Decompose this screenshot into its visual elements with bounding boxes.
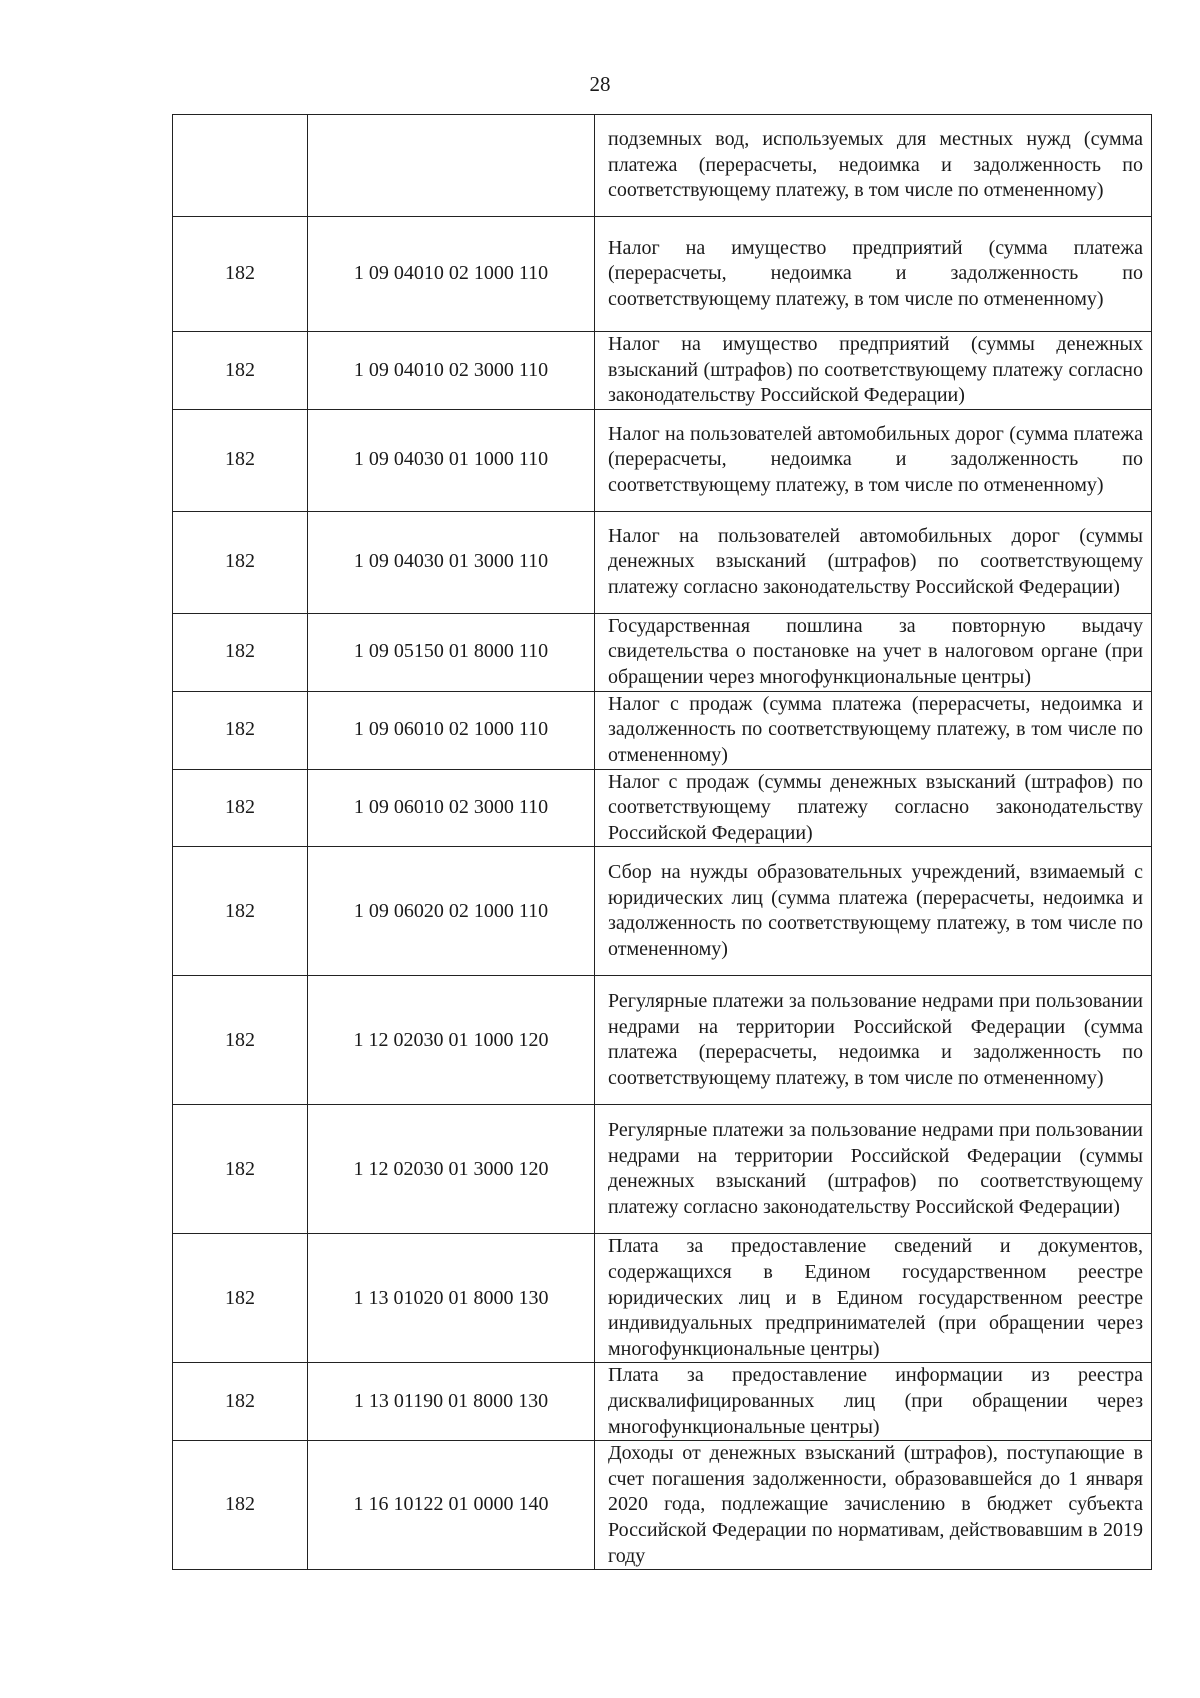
- description-cell: Доходы от денежных взысканий (штрафов), поступающие в счет погашения задолженности, образовавшейся до 1 января 2020 года, подлежащие зачислению в бюджет субъекта Российской Федерации по нормативам, действовавшим в 2019 году: [595, 1441, 1152, 1570]
- budget-code-cell: 1 09 04030 01 1000 110: [308, 409, 595, 511]
- budget-code-cell: 1 12 02030 01 1000 120: [308, 976, 595, 1105]
- table-row: [173, 409, 1152, 511]
- description-cell: Налог с продаж (сумма платежа (перерасчеты, недоимка и задолженность по соответствующему платежу, в том числе по отмененному): [595, 691, 1152, 769]
- budget-code-cell: 1 09 06020 02 1000 110: [308, 847, 595, 976]
- table-row: [173, 1234, 1152, 1363]
- budget-code-cell: [308, 115, 595, 217]
- admin-code-cell: 182: [173, 217, 308, 332]
- table-row: [173, 976, 1152, 1105]
- admin-code-cell: 182: [173, 511, 308, 613]
- budget-code-cell: 1 09 04010 02 1000 110: [308, 217, 595, 332]
- description-cell: Плата за предоставление информации из реестра дисквалифицированных лиц (при обращении через многофункциональные центры): [595, 1363, 1152, 1441]
- admin-code-cell: [173, 115, 308, 217]
- budget-code-cell: 1 09 06010 02 3000 110: [308, 769, 595, 847]
- admin-code-cell: 182: [173, 847, 308, 976]
- description-cell: Плата за предоставление сведений и документов, содержащихся в Едином государственном реестре юридических лиц и в Едином государственном реестре индивидуальных предпринимателей (при обращении через многофункциональные центры): [595, 1234, 1152, 1363]
- description-cell: Налог на имущество предприятий (сумма платежа (перерасчеты, недоимка и задолженность по соответствующему платежу, в том числе по отмененному): [595, 217, 1152, 332]
- table-row: [173, 1363, 1152, 1441]
- budget-code-cell: 1 12 02030 01 3000 120: [308, 1105, 595, 1234]
- table-row: [173, 847, 1152, 976]
- description-cell: Регулярные платежи за пользование недрами при пользовании недрами на территории Российской Федерации (сумма платежа (перерасчеты, недоимка и задолженность по соответствующему платежу, в том числе по отмененному): [595, 976, 1152, 1105]
- table-row: [173, 613, 1152, 691]
- admin-code-cell: 182: [173, 1234, 308, 1363]
- description-cell: Налог на пользователей автомобильных дорог (суммы денежных взысканий (штрафов) по соответствующему платежу согласно законодательству Российской Федерации): [595, 511, 1152, 613]
- budget-classification-table: [172, 114, 1152, 1570]
- table-row: [173, 511, 1152, 613]
- description-cell: Государственная пошлина за повторную выдачу свидетельства о постановке на учет в налоговом органе (при обращении через многофункциональные центры): [595, 613, 1152, 691]
- admin-code-cell: 182: [173, 769, 308, 847]
- page-number: 28: [589, 72, 611, 96]
- table-row: [173, 769, 1152, 847]
- description-cell: Регулярные платежи за пользование недрами при пользовании недрами на территории Российской Федерации (суммы денежных взысканий (штрафов) по соответствующему платежу согласно законодательству Российской Федерации): [595, 1105, 1152, 1234]
- admin-code-cell: 182: [173, 691, 308, 769]
- budget-code-cell: 1 13 01190 01 8000 130: [308, 1363, 595, 1441]
- budget-code-cell: 1 09 05150 01 8000 110: [308, 613, 595, 691]
- table-row: [173, 1105, 1152, 1234]
- budget-code-cell: 1 09 04030 01 3000 110: [308, 511, 595, 613]
- budget-code-cell: 1 09 06010 02 1000 110: [308, 691, 595, 769]
- admin-code-cell: 182: [173, 409, 308, 511]
- table-row: [173, 691, 1152, 769]
- table-row: [173, 1441, 1152, 1570]
- description-cell: подземных вод, используемых для местных нужд (сумма платежа (перерасчеты, недоимка и задолженность по соответствующему платежу, в том числе по отмененному): [595, 115, 1152, 217]
- description-cell: Налог на пользователей автомобильных дорог (сумма платежа (перерасчеты, недоимка и задолженность по соответствующему платежу, в том числе по отмененному): [595, 409, 1152, 511]
- budget-code-cell: 1 13 01020 01 8000 130: [308, 1234, 595, 1363]
- table-row: [173, 217, 1152, 332]
- description-cell: Сбор на нужды образовательных учреждений, взимаемый с юридических лиц (сумма платежа (перерасчеты, недоимка и задолженность по соответствующему платежу, в том числе по отмененному): [595, 847, 1152, 976]
- admin-code-cell: 182: [173, 1363, 308, 1441]
- admin-code-cell: 182: [173, 613, 308, 691]
- admin-code-cell: 182: [173, 1441, 308, 1570]
- admin-code-cell: 182: [173, 976, 308, 1105]
- admin-code-cell: 182: [173, 1105, 308, 1234]
- table-row: [173, 332, 1152, 410]
- admin-code-cell: 182: [173, 332, 308, 410]
- budget-code-cell: 1 09 04010 02 3000 110: [308, 332, 595, 410]
- table-row: [173, 115, 1152, 217]
- description-cell: Налог на имущество предприятий (суммы денежных взысканий (штрафов) по соответствующему платежу согласно законодательству Российской Федерации): [595, 332, 1152, 410]
- description-cell: Налог с продаж (суммы денежных взысканий (штрафов) по соответствующему платежу согласно законодательству Российской Федерации): [595, 769, 1152, 847]
- budget-code-cell: 1 16 10122 01 0000 140: [308, 1441, 595, 1570]
